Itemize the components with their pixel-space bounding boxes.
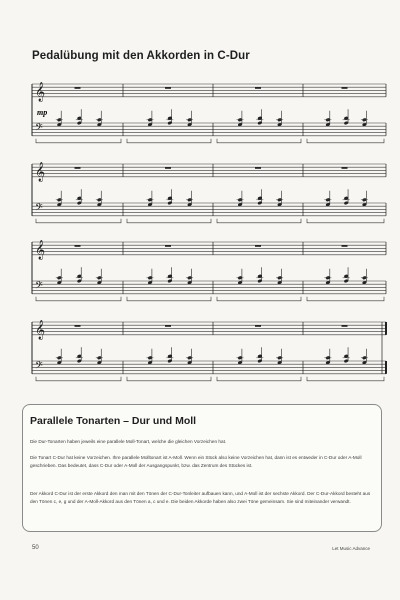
treble-clef-icon: 𝄞 [35, 82, 46, 102]
whole-rest [75, 245, 81, 247]
whole-rest [75, 325, 81, 327]
pedal-bracket [217, 139, 301, 143]
whole-rest [75, 167, 81, 169]
pedal-bracket [307, 219, 384, 223]
pedal-bracket [127, 377, 211, 381]
footer-text: Let Music Advance [332, 546, 370, 551]
bass-clef-icon: 𝄢 [35, 201, 43, 216]
whole-rest [342, 167, 348, 169]
whole-rest [165, 245, 171, 247]
pedal-bracket [307, 139, 384, 143]
whole-rest [255, 167, 261, 169]
whole-rest [255, 245, 261, 247]
bass-clef-icon: 𝄢 [35, 359, 43, 374]
treble-clef-icon: 𝄞 [35, 320, 46, 340]
bass-clef-icon: 𝄢 [35, 279, 43, 294]
whole-rest [342, 245, 348, 247]
page-title: Pedalübung mit den Akkorden in C-Dur [32, 50, 250, 62]
pedal-bracket [36, 139, 121, 143]
pedal-bracket [127, 139, 211, 143]
whole-rest [165, 325, 171, 327]
pedal-bracket [127, 297, 211, 301]
whole-rest [165, 87, 171, 89]
whole-rest [255, 325, 261, 327]
whole-rest [165, 167, 171, 169]
whole-rest [75, 87, 81, 89]
whole-rest [342, 325, 348, 327]
whole-rest [342, 87, 348, 89]
pedal-bracket [127, 219, 211, 223]
pedal-bracket [36, 377, 121, 381]
dynamic-marking: mp [37, 108, 48, 117]
pedal-bracket [217, 219, 301, 223]
pedal-bracket [307, 297, 384, 301]
info-paragraph: Der Akkord C-Dur ist der erste Akkord den man mit den Tönen der C-Dur-Tonleiter aufbauen kann, und A-Moll ist der sechste Akkord. Der C-Dur-Akkord besteht aus den Tönen c, e, g und der A-Moll-Akkord aus den Tönen a, c und e. Die beiden Akkorde haben also zwei Töne gemeinsam. Sie sind miteinander verwandt. [30, 491, 371, 504]
pedal-bracket [36, 219, 121, 223]
treble-clef-icon: 𝄞 [35, 240, 46, 260]
pedal-bracket [217, 377, 301, 381]
page-number: 50 [32, 545, 39, 551]
sheet-music [0, 70, 400, 400]
treble-clef-icon: 𝄞 [35, 162, 46, 182]
info-paragraph: Die Tonart C-Dur hat keine Vorzeichen. Ihre parallele Molltonart ist A-Moll. Wenn ein Stück also keine Vorzeichen hat, dann ist es entweder in C-Dur oder A-Moll geschrieben. Das bedeutet, dass C-Dur oder A-Moll der Ausgangspunkt, bzw. das Zentrum des Stückes ist. [30, 455, 362, 468]
pedal-bracket [36, 297, 121, 301]
info-paragraph: Die Dur-Tonarten haben jeweils eine parallele Moll-Tonart, welche die gleichen Vorzeichen hat. [30, 439, 227, 444]
whole-rest [255, 87, 261, 89]
info-box-title: Parallele Tonarten – Dur und Moll [30, 415, 197, 427]
bass-clef-icon: 𝄢 [35, 121, 43, 136]
pedal-bracket [307, 377, 384, 381]
pedal-bracket [217, 297, 301, 301]
